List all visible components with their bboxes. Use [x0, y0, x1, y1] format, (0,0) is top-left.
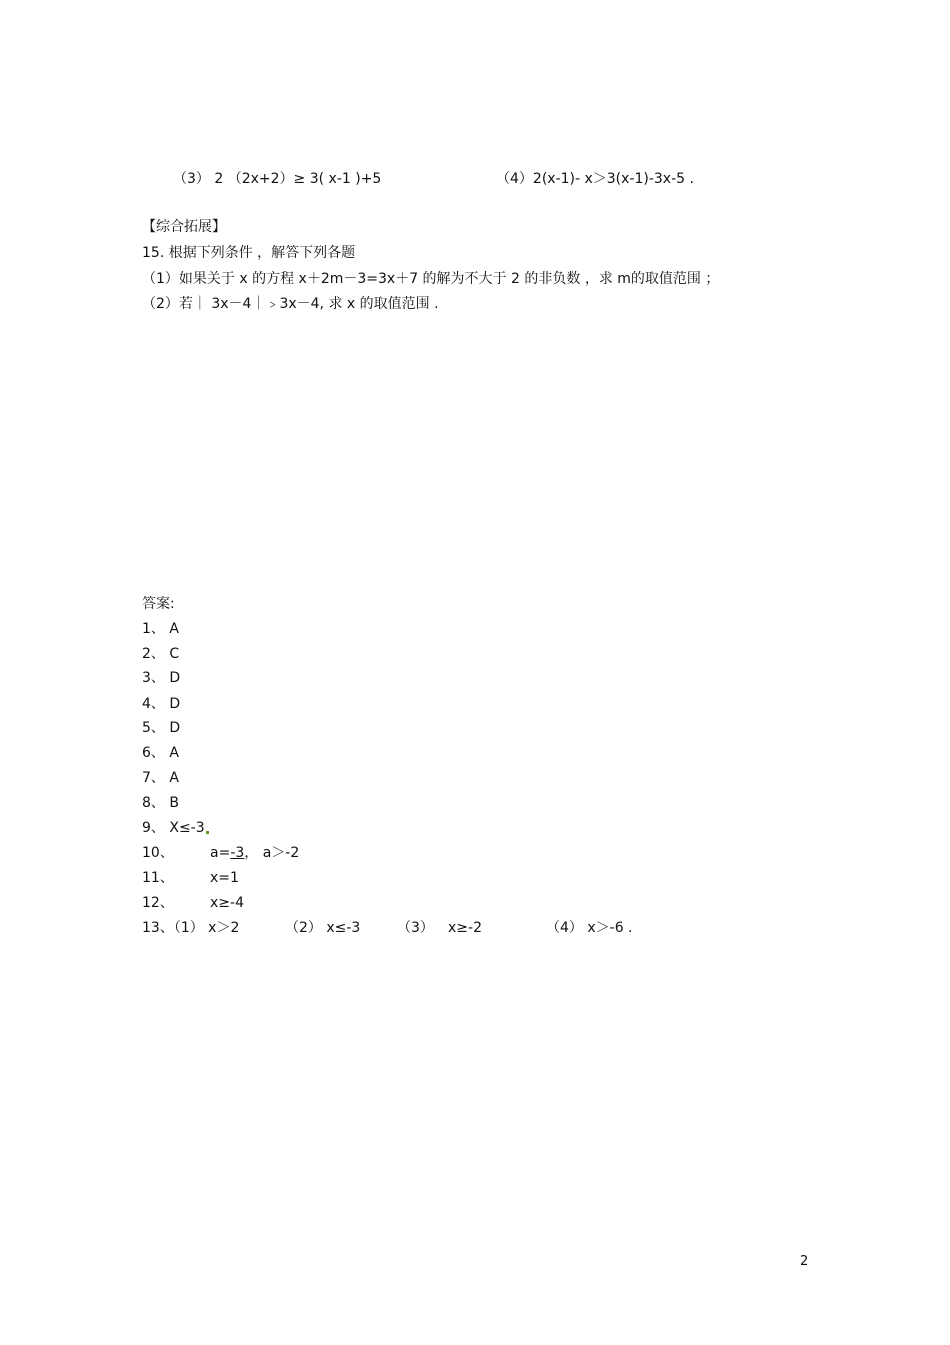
answer-item: 4、 D: [142, 696, 181, 712]
answer-10-number: 10、: [142, 845, 174, 861]
answer-text: 9、 X≤-3: [142, 820, 205, 836]
answer-item: 5、 D: [142, 720, 181, 736]
answer-10-rest: ， a＞-2: [244, 845, 300, 861]
section-title: 【综合拓展】: [142, 219, 226, 235]
page-number: 2: [800, 1254, 809, 1269]
answer-12: x≥-4: [210, 895, 244, 911]
answer-13-part-4: （4） x＞-6 .: [546, 920, 633, 936]
answer-13-part-3-value: x≥-2: [448, 920, 482, 936]
answer-item: 3、 D: [142, 670, 181, 686]
problem-4: （4）2(x-1)- x＞3(x-1)-3x-5 .: [496, 171, 694, 187]
answer-13-part-2: （2） x≤-3: [285, 920, 361, 936]
answer-item: 7、 A: [142, 770, 179, 786]
question-15: 15. 根据下列条件 ，解答下列各题: [142, 245, 356, 261]
answer-12-number: 12、: [142, 895, 174, 911]
answer-item: 1、 A: [142, 621, 179, 637]
answers-title: 答案:: [142, 596, 175, 612]
answer-item: 2、 C: [142, 646, 180, 662]
answer-item: 8、 B: [142, 795, 179, 811]
problem-3: （3） 2 （2x+2）≥ 3( x-1 )+5: [173, 171, 382, 187]
question-15-part-2: （2）若｜ 3x－4｜﹥3x－4, 求 x 的取值范围 .: [142, 296, 439, 312]
answer-11: x=1: [210, 870, 239, 886]
answer-11-number: 11、: [142, 870, 174, 886]
answer-10: [210, 844, 299, 862]
answer-10-prefix: a=: [210, 845, 231, 861]
answer-item: [142, 819, 210, 837]
marker-dot: [206, 831, 209, 834]
answer-13-part-1: 13、（1） x＞2: [142, 920, 240, 936]
answer-10-value: -3: [230, 845, 245, 861]
answer-13-part-3-label: （3）: [397, 920, 434, 936]
question-15-part-1: （1）如果关于 x 的方程 x＋2m－3=3x＋7 的解为不大于 2 的非负数 ，求 m的取值范围 ；: [142, 271, 720, 287]
answer-item: 6、 A: [142, 745, 179, 761]
